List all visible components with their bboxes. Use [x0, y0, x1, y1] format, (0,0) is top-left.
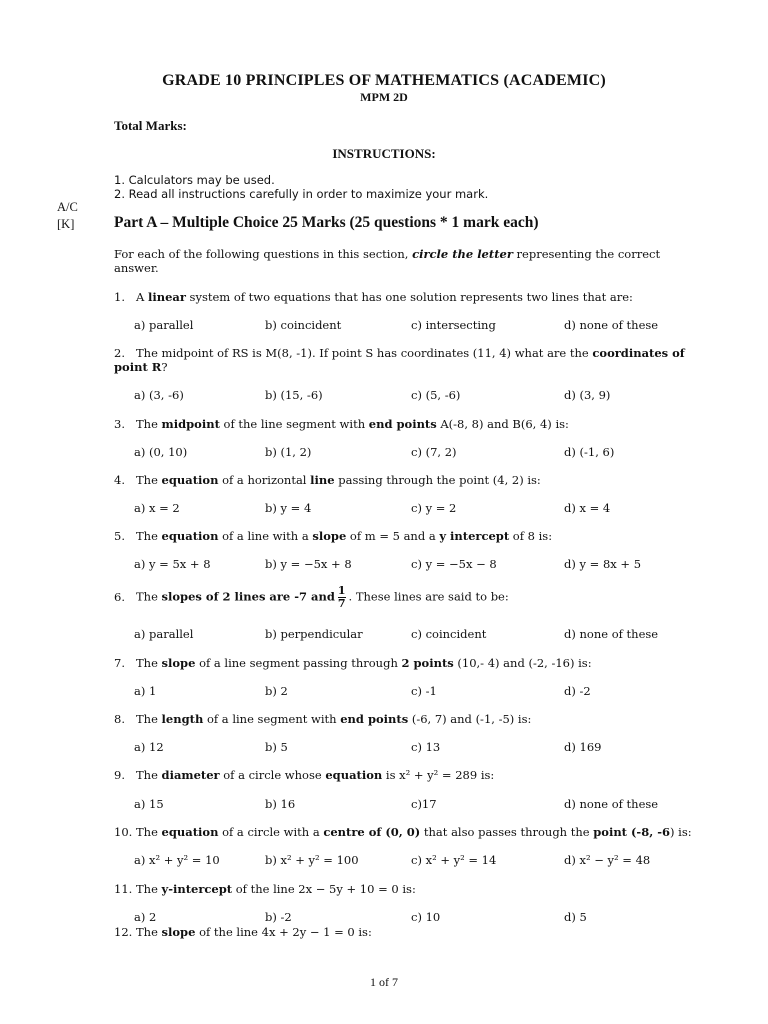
answer-option-b[interactable]: b) y = −5x + 8 [265, 557, 352, 571]
answer-option-b[interactable]: b) x² + y² = 100 [265, 853, 359, 867]
question-number: 7. [114, 656, 125, 670]
answer-option-b[interactable]: b) -2 [265, 910, 292, 924]
answer-option-b[interactable]: b) 5 [265, 740, 288, 754]
answer-option-d[interactable]: d) none of these [564, 318, 659, 332]
question-text: (-6, 7) and (-1, -5) is: [408, 712, 532, 726]
question-text: The [136, 656, 162, 670]
question-number: 10. [114, 825, 133, 839]
question-number: 4. [114, 473, 125, 487]
question-keyword: centre of (0, 0) [323, 825, 421, 839]
question-keyword: slope [161, 656, 196, 670]
answer-options [134, 797, 734, 813]
answer-option-c[interactable]: c) intersecting [411, 318, 496, 332]
answer-option-d[interactable]: d) (3, 9) [564, 388, 611, 402]
answer-option-a[interactable]: a) 12 [134, 740, 164, 754]
answer-options [134, 684, 734, 700]
question-text: of a line segment with [203, 712, 341, 726]
question-text: The midpoint of RS is M(8, -1). If point S has coordinates (11, 4) what are the [136, 346, 593, 360]
question-keyword: midpoint [161, 417, 220, 431]
question-keyword: equation [161, 825, 219, 839]
question-keyword: equation [161, 529, 219, 543]
answer-option-c[interactable]: c) (7, 2) [411, 445, 457, 459]
answer-option-a[interactable]: a) y = 5x + 8 [134, 557, 211, 571]
question-keyword: 2 points [401, 656, 454, 670]
question-keyword: line [310, 473, 335, 487]
question-keyword: end points [368, 417, 437, 431]
answer-option-b[interactable]: b) y = 4 [265, 501, 312, 515]
question-keyword: linear [147, 290, 186, 304]
question-text: of a circle whose [219, 768, 326, 782]
answer-option-a[interactable]: a) parallel [134, 318, 194, 332]
part-a-heading: Part A – Multiple Choice 25 Marks (25 questions * 1 mark each) [114, 214, 539, 231]
question-text: A(-8, 8) and B(6, 4) is: [436, 417, 569, 431]
question-3 [114, 417, 714, 431]
question-number: 2. [114, 346, 125, 360]
answer-option-a[interactable]: a) (0, 10) [134, 445, 188, 459]
answer-option-d[interactable]: d) y = 8x + 5 [564, 557, 642, 571]
answer-option-a[interactable]: a) 1 [134, 684, 157, 698]
instruction-item: 2. Read all instructions carefully in order to maximize your mark. [114, 187, 489, 201]
question-4 [114, 473, 714, 487]
answer-options [134, 501, 734, 517]
answer-option-d[interactable]: d) 169 [564, 740, 602, 754]
question-12 [114, 925, 714, 939]
question-text: The [136, 417, 162, 431]
answer-option-a[interactable]: a) x = 2 [134, 501, 180, 515]
answer-option-d[interactable]: d) x² − y² = 48 [564, 853, 651, 867]
question-text: A [136, 290, 148, 304]
fraction: $\frac{1}{7}$ [337, 584, 346, 610]
question-keyword: y intercept [439, 529, 510, 543]
question-11 [114, 882, 714, 896]
answer-option-b[interactable]: b) (1, 2) [265, 445, 312, 459]
question-keyword: slope [312, 529, 347, 543]
category-label: A/C [57, 200, 78, 214]
question-text: of a line segment passing through [195, 656, 402, 670]
answer-option-c[interactable]: c) 13 [411, 740, 441, 754]
question-text: of the line 4x + 2y − 1 = 0 is: [195, 925, 372, 939]
question-text: The [136, 589, 162, 604]
answer-options [134, 388, 734, 404]
question-keyword: slope [161, 925, 196, 939]
question-text: The [136, 473, 162, 487]
part-a-intro: For each of the following questions in this section, circle the letter representing the correct answer. [114, 247, 661, 275]
question-number: 6. [114, 589, 125, 604]
question-keyword: y-intercept [161, 882, 233, 896]
question-9 [114, 768, 714, 782]
question-text: (10,- 4) and (-2, -16) is: [453, 656, 592, 670]
question-number: 12. [114, 925, 133, 939]
question-text: is x² + y² = 289 is: [382, 768, 495, 782]
question-keyword: point (-8, -6 [593, 825, 670, 839]
answer-options [134, 445, 734, 461]
question-10 [114, 825, 714, 839]
instruction-item: 1. Calculators may be used. [114, 173, 275, 187]
answer-option-c[interactable]: c) 10 [411, 910, 441, 924]
question-text: of m = 5 and a [346, 529, 440, 543]
emphasis-text: circle the letter [412, 247, 513, 261]
exam-title: GRADE 10 PRINCIPLES OF MATHEMATICS (ACADEMIC) [162, 72, 606, 89]
answer-option-d[interactable]: d) x = 4 [564, 501, 611, 515]
question-text: The [136, 529, 162, 543]
question-number: 3. [114, 417, 125, 431]
answer-option-a[interactable]: a) x² + y² = 10 [134, 853, 220, 867]
question-5 [114, 529, 714, 543]
answer-option-c[interactable]: c) y = −5x − 8 [411, 557, 497, 571]
answer-options [134, 910, 734, 926]
answer-option-c[interactable]: c) x² + y² = 14 [411, 853, 497, 867]
answer-options [134, 557, 734, 573]
answer-option-d[interactable]: d) none of these [564, 797, 659, 811]
answer-option-c[interactable]: c) -1 [411, 684, 437, 698]
question-2 [114, 346, 714, 374]
question-keyword: equation [161, 473, 219, 487]
question-keyword: end points [340, 712, 409, 726]
answer-option-b[interactable]: b) perpendicular [265, 627, 363, 641]
answer-option-c[interactable]: c) (5, -6) [411, 388, 461, 402]
answer-options [134, 318, 734, 334]
answer-option-b[interactable]: b) 16 [265, 797, 296, 811]
answer-option-b[interactable]: b) coincident [265, 318, 342, 332]
answer-option-c[interactable]: c)17 [411, 797, 437, 811]
answer-option-d[interactable]: d) 5 [564, 910, 587, 924]
question-1 [114, 290, 714, 304]
question-text: passing through the point (4, 2) is: [334, 473, 541, 487]
answer-option-d[interactable]: d) -2 [564, 684, 591, 698]
question-number: 1. [114, 290, 125, 304]
answer-option-d[interactable]: d) none of these [564, 627, 659, 641]
answer-option-a[interactable]: a) 15 [134, 797, 164, 811]
question-keyword: equation [325, 768, 383, 782]
answer-option-c[interactable]: c) coincident [411, 627, 487, 641]
total-marks-label: Total Marks: [114, 118, 187, 133]
instructions-heading: INSTRUCTIONS: [332, 146, 436, 161]
answer-option-b[interactable]: b) 2 [265, 684, 288, 698]
question-text: that also passes through the [420, 825, 594, 839]
question-keyword: coordinates of point R [114, 346, 685, 374]
question-number: 8. [114, 712, 125, 726]
question-keyword: slopes of 2 lines are -7 and [161, 589, 335, 604]
question-number: 9. [114, 768, 125, 782]
question-text: The [136, 825, 162, 839]
question-text: of a circle with a [218, 825, 324, 839]
question-text: The [136, 882, 162, 896]
answer-options [134, 627, 734, 643]
question-text: of the line segment with [219, 417, 369, 431]
question-text: . These lines are said to be: [348, 589, 509, 604]
question-text: of 8 is: [509, 529, 553, 543]
question-text: The [136, 768, 162, 782]
answer-option-a[interactable]: a) parallel [134, 627, 194, 641]
answer-option-b[interactable]: b) (15, -6) [265, 388, 323, 402]
question-6 [114, 585, 714, 610]
answer-options [134, 853, 734, 869]
question-7 [114, 656, 714, 670]
question-text: system of two equations that has one solution represents two lines that are: [185, 290, 633, 304]
question-keyword: length [161, 712, 204, 726]
question-text: of a horizontal [218, 473, 311, 487]
question-number: 5. [114, 529, 125, 543]
answer-option-a[interactable]: a) 2 [134, 910, 157, 924]
question-keyword: diameter [161, 768, 220, 782]
answer-option-d[interactable]: d) (-1, 6) [564, 445, 615, 459]
question-text: of a line with a [218, 529, 313, 543]
category-label: [K] [57, 217, 75, 231]
question-text: The [136, 925, 162, 939]
question-8 [114, 712, 714, 726]
answer-option-c[interactable]: c) y = 2 [411, 501, 457, 515]
question-text: ? [161, 360, 168, 374]
question-number: 11. [114, 882, 133, 896]
answer-options [134, 740, 734, 756]
question-text: ) is: [670, 825, 692, 839]
question-text: of the line 2x − 5y + 10 = 0 is: [232, 882, 416, 896]
page-number: 1 of 7 [370, 975, 398, 989]
question-text: The [136, 712, 162, 726]
answer-option-a[interactable]: a) (3, -6) [134, 388, 184, 402]
course-code: MPM 2D [360, 90, 408, 104]
